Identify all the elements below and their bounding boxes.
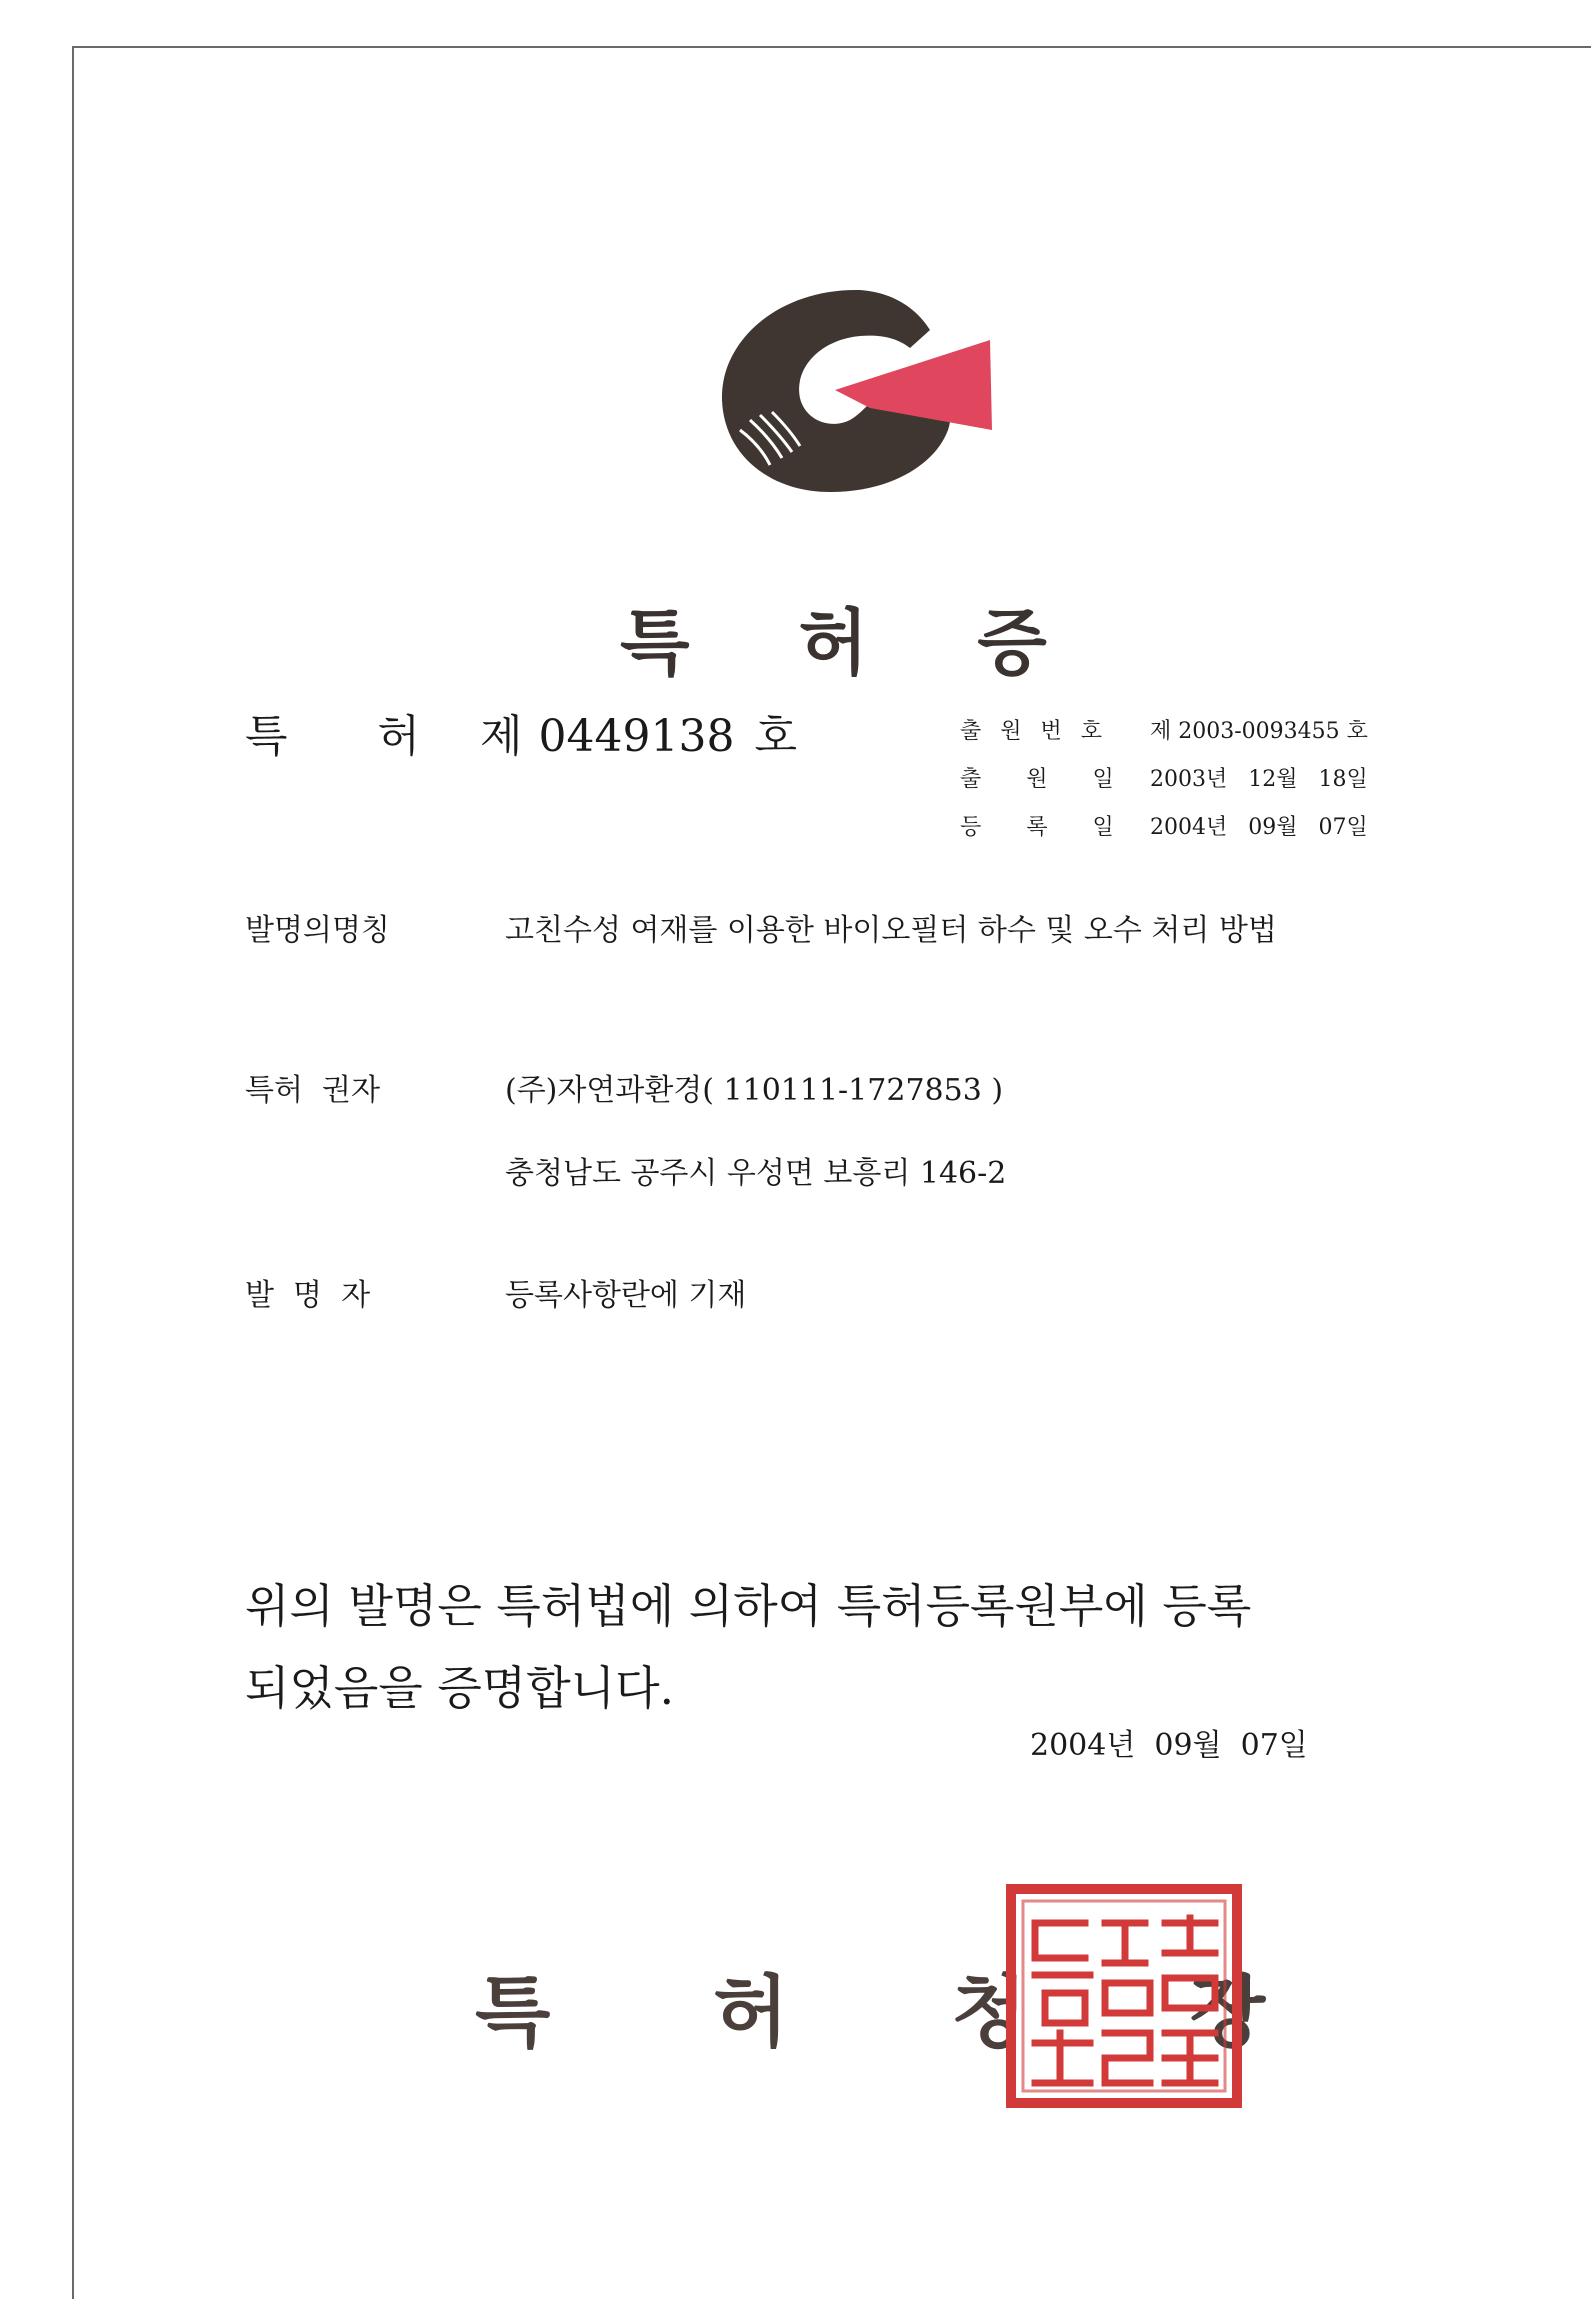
- issuer-name: 특 허 청 장: [475, 1968, 1266, 2058]
- meta-value: 제 2003-0093455 호: [1150, 719, 1368, 744]
- meta-row: [960, 708, 1368, 756]
- patent-number-suffix: 호: [754, 711, 798, 762]
- invention-title-label: 발명의명칭: [245, 913, 390, 948]
- meta-row: [960, 756, 1368, 804]
- inventor-value: 등록사항란에 기재: [505, 1278, 747, 1313]
- patent-number-mid1: 허: [377, 711, 421, 762]
- official-seal-stamp: [1005, 1883, 1243, 2109]
- inventor-label: 발 명 자: [245, 1278, 371, 1313]
- meta-label: 출 원 일: [960, 767, 1120, 792]
- invention-title: 고친수성 여재를 이용한 바이오필터 하수 및 오수 처리 방법: [505, 913, 1277, 948]
- meta-label: 출 원 번 호: [960, 719, 1108, 744]
- patent-number: [245, 700, 797, 764]
- korean-government-emblem: [700, 270, 1020, 510]
- patentee-name: (주)자연과환경( 110111-1727853 ): [505, 1073, 1004, 1108]
- patentee-label: 특허 권자: [245, 1073, 380, 1108]
- meta-row: [960, 804, 1368, 852]
- statement-line-2: 되었음을 증명합니다.: [245, 1661, 675, 1715]
- statement-line-1: 위의 발명은 특허법에 의하여 특허등록원부에 등록: [245, 1579, 1252, 1633]
- certification-date: 2004년 09월 07일: [1030, 1728, 1308, 1763]
- patent-number-value: 0449138: [538, 711, 735, 762]
- certification-statement: [245, 1565, 1251, 1729]
- meta-value: 2004년 09월 07일: [1150, 815, 1368, 840]
- patent-number-prefix: 특: [245, 711, 288, 762]
- application-meta: [960, 708, 1368, 852]
- meta-value: 2003년 12월 18일: [1150, 767, 1368, 792]
- patent-number-mid2: 제: [480, 711, 523, 762]
- patentee-address: 충청남도 공주시 우성면 보흥리 146-2: [505, 1156, 1007, 1191]
- meta-label: 등 록 일: [960, 815, 1120, 840]
- document-title: 특 허 증: [620, 601, 1089, 685]
